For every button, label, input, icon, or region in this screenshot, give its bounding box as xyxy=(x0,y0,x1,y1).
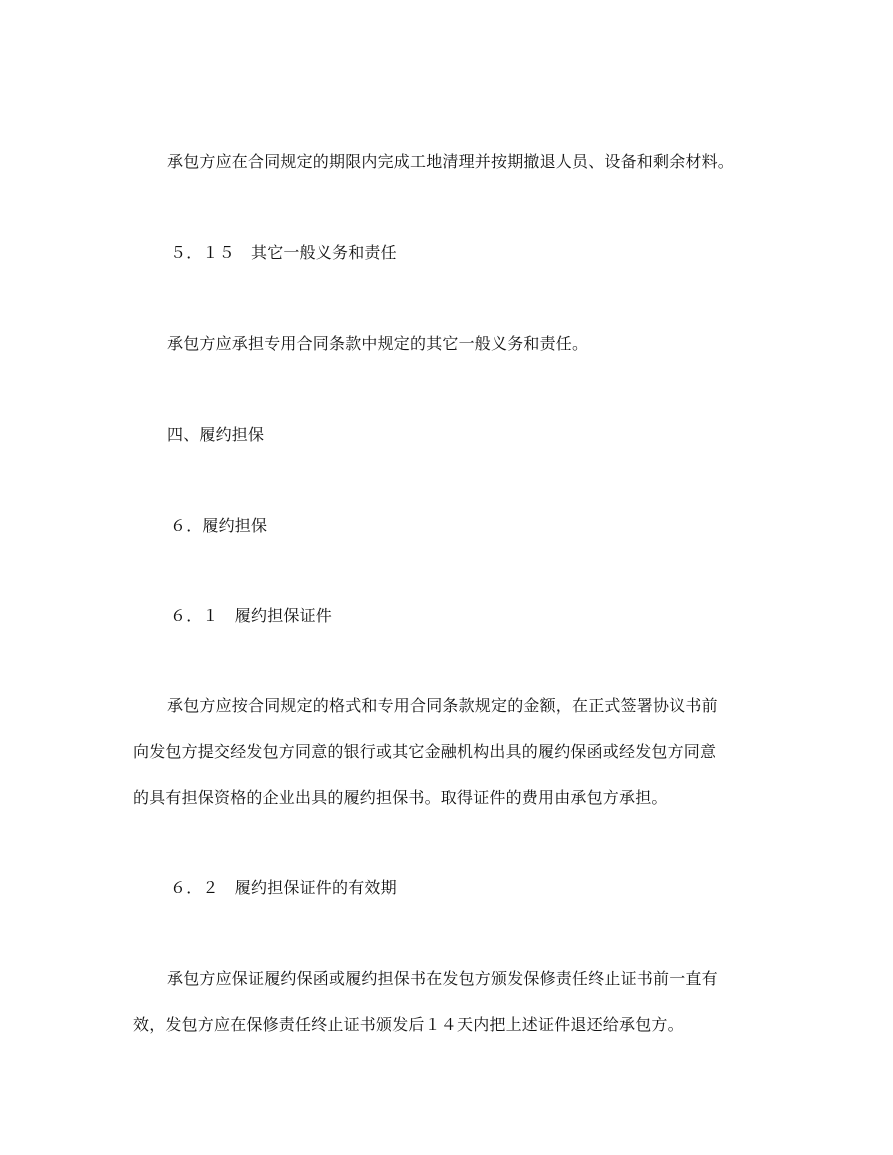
paragraph-guarantee-line-3: 的具有担保资格的企业出具的履约担保书。取得证件的费用由承包方承担。 xyxy=(133,788,668,807)
paragraph-validity-line-1: 承包方应保证履约保函或履约担保书在发包方颁发保修责任终止证书前一直有 xyxy=(167,969,718,988)
paragraph-site-clearance: 承包方应在合同规定的期限内完成工地清理并按期撤退人员、设备和剩余材料。 xyxy=(167,152,735,171)
heading-5-15: ５．１５ 其它一般义务和责任 xyxy=(170,243,397,262)
heading-section-4: 四、履约担保 xyxy=(167,425,265,444)
heading-6-1: ６．１ 履约担保证件 xyxy=(170,606,333,625)
paragraph-guarantee-line-1: 承包方应按合同规定的格式和专用合同条款规定的金额，在正式签署协议书前 xyxy=(167,696,718,715)
heading-6-2: ６．２ 履约担保证件的有效期 xyxy=(170,878,397,897)
heading-6: ６．履约担保 xyxy=(170,516,268,535)
paragraph-guarantee-line-2: 向发包方提交经发包方同意的银行或其它金融机构出具的履约保函或经发包方同意 xyxy=(133,742,717,761)
paragraph-other-obligations: 承包方应承担专用合同条款中规定的其它一般义务和责任。 xyxy=(167,334,589,353)
paragraph-validity-line-2: 效，发包方应在保修责任终止证书颁发后１４天内把上述证件退还给承包方。 xyxy=(133,1015,684,1034)
